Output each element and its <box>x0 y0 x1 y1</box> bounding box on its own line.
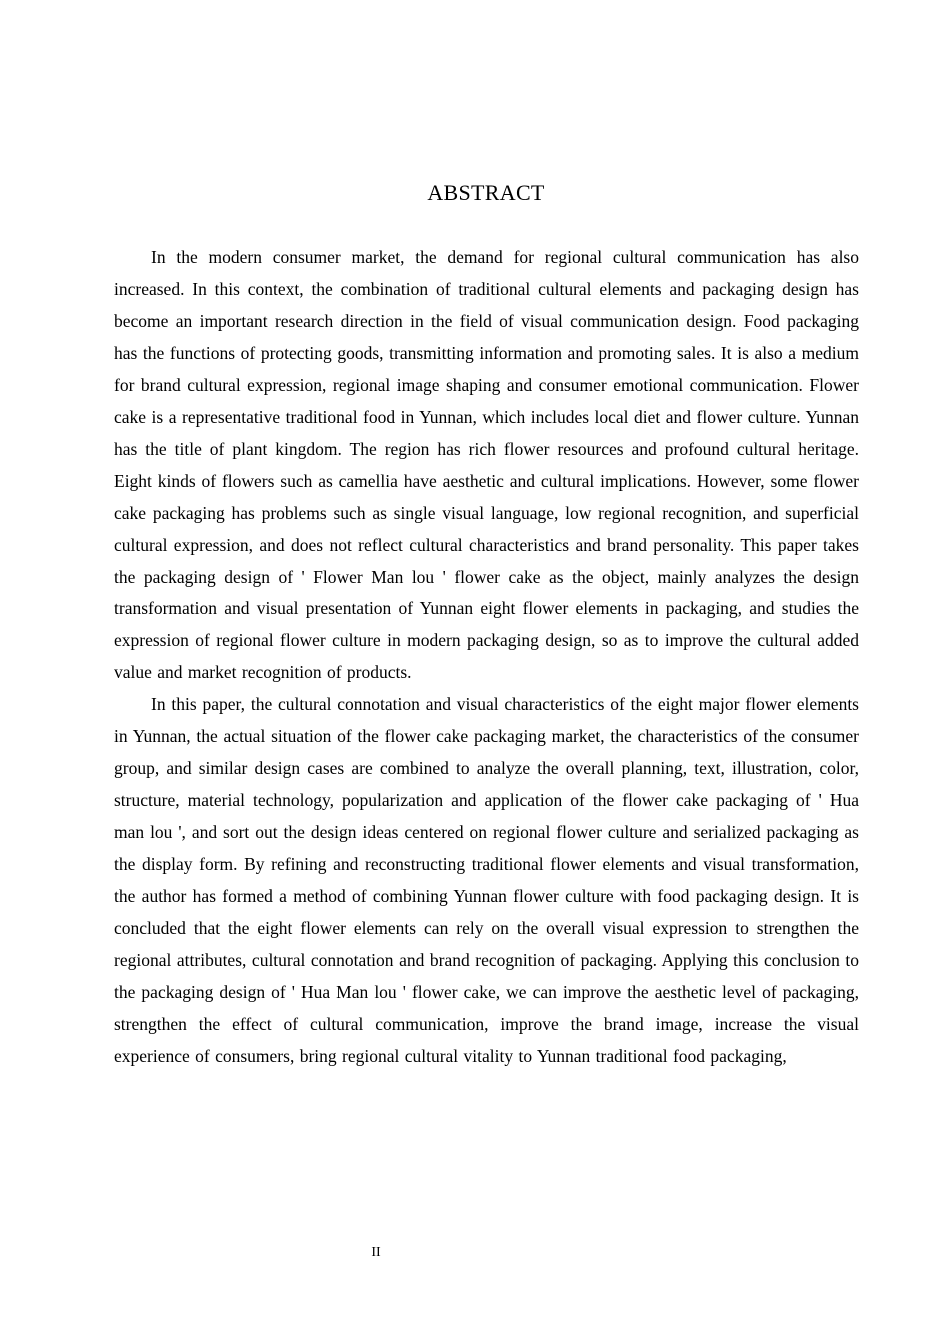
abstract-body <box>114 242 859 1073</box>
abstract-paragraph-2: In this paper, the cultural connotation and visual characteristics of the eight major flower elements in Yunnan, the actual situation of the flower cake packaging market, the characteristics of the consumer group, and similar design cases are combined to analyze the overall planning, text, illustration, color, structure, material technology, popularization and application of the flower cake packaging of ' Hua man lou ', and sort out the design ideas centered on regional flower culture and serialized packaging as the display form. By refining and reconstructing traditional flower elements and visual transformation, the author has formed a method of combining Yunnan flower culture with food packaging design. It is concluded that the eight flower elements can rely on the overall visual expression to strengthen the regional attributes, cultural connotation and brand recognition of packaging. Applying this conclusion to the packaging design of ' Hua Man lou ' flower cake, we can improve the aesthetic level of packaging, strengthen the effect of cultural communication, improve the brand image, increase the visual experience of consumers, bring regional cultural vitality to Yunnan traditional food packaging, <box>114 694 859 1066</box>
page-number: II <box>371 1245 381 1260</box>
abstract-paragraph-1: In the modern consumer market, the demand for regional cultural communication has also increased. In this context, the combination of traditional cultural elements and packaging design has become an important research direction in the field of visual communication design. Food packaging has the functions of protecting goods, transmitting information and promoting sales. It is also a medium for brand cultural expression, regional image shaping and consumer emotional communication. Flower cake is a representative traditional food in Yunnan, which includes local diet and flower culture. Yunnan has the title of plant kingdom. The region has rich flower resources and profound cultural heritage. Eight kinds of flowers such as camellia have aesthetic and cultural implications. However, some flower cake packaging has problems such as single visual language, low regional recognition, and superficial cultural expression, and does not reflect cultural characteristics and brand personality. This paper takes the packaging design of ' Flower Man lou ' flower cake as the object, mainly analyzes the design transformation and visual presentation of Yunnan eight flower elements in packaging, and studies the expression of regional flower culture in modern packaging design, so as to improve the cultural added value and market recognition of products. <box>114 247 859 683</box>
abstract-title: ABSTRACT <box>427 180 545 205</box>
